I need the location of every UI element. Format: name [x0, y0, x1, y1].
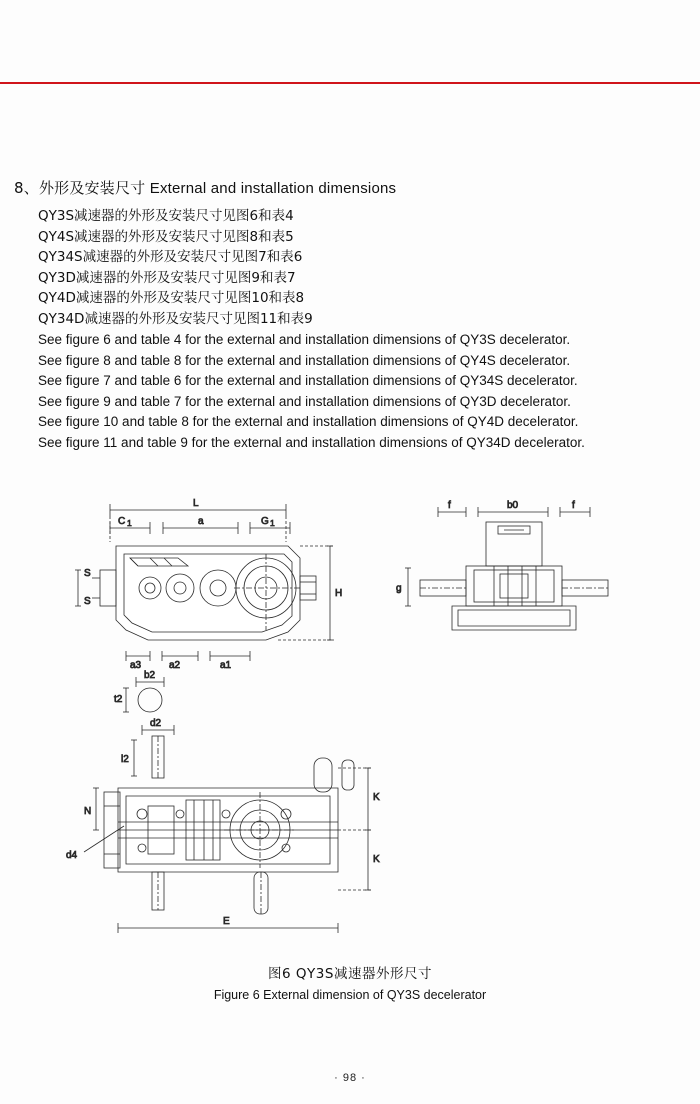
dimension-label-N: N: [84, 806, 92, 817]
dimension-label-d4: d4: [66, 850, 78, 861]
list-item: See figure 9 and table 7 for the external and installation dimensions of QY3D decelerator.: [38, 393, 571, 409]
dimension-label-K-lower: K: [373, 854, 380, 865]
technical-drawing-figure: [38, 470, 678, 960]
dimension-label-a3: a3: [130, 660, 142, 671]
figure-caption-cn: 图6 QY3S减速器外形尺寸: [268, 966, 432, 982]
dimension-label-l2: l2: [121, 754, 129, 765]
dimension-label-g: g: [396, 583, 402, 594]
dimension-label-f-right: f: [572, 500, 575, 511]
list-item: QY3D减速器的外形及安装尺寸见图9和表7: [38, 269, 296, 286]
dimension-label-a2: a2: [169, 660, 181, 671]
list-item: See figure 6 and table 4 for the external and installation dimensions of QY3S decelerator.: [38, 332, 571, 347]
chinese-paragraph-list: [38, 206, 678, 329]
top-red-rule: [0, 82, 700, 84]
figure-caption: [0, 962, 700, 1002]
dimension-label-d2: d2: [150, 718, 162, 729]
dimension-label-L: L: [193, 498, 199, 509]
list-item: See figure 7 and table 6 for the external and installation dimensions of QY34S decelerator.: [38, 373, 578, 389]
list-item: QY4D减速器的外形及安装尺寸见图10和表8: [38, 290, 305, 306]
dimension-label-S-upper: S: [84, 568, 91, 579]
dimension-label-f-left: f: [448, 500, 451, 511]
dimension-label-E: E: [223, 916, 230, 927]
dimension-label-K-upper: K: [373, 792, 380, 803]
list-item: QY4S减速器的外形及安装尺寸见图8和表5: [38, 228, 294, 245]
page-number: · 98 ·: [334, 1072, 366, 1084]
gearbox-drawing-svg: [38, 470, 678, 960]
dimension-label-t2: t2: [114, 694, 123, 705]
list-item: See figure 11 and table 9 for the external and installation dimensions of QY34D decelerator.: [38, 434, 585, 450]
dimension-label-S-lower: S: [84, 596, 91, 607]
figure-caption-en: Figure 6 External dimension of QY3S decelerator: [213, 988, 487, 1002]
list-item: See figure 8 and table 8 for the external and installation dimensions of QY4S decelerator.: [38, 352, 571, 368]
list-item: QY3S减速器的外形及安装尺寸见图6和表4: [38, 208, 294, 224]
heading-title-en: External and installation dimensions: [149, 180, 397, 197]
list-item: See figure 10 and table 8 for the external and installation dimensions of QY4D decelerator.: [38, 414, 579, 430]
dimension-label-C1: C: [118, 516, 126, 527]
dimension-label-H: H: [335, 588, 343, 599]
svg-text:1: 1: [127, 518, 132, 528]
list-item: QY34S减速器的外形及安装尺寸见图7和表6: [38, 249, 303, 265]
english-paragraph-list: [38, 330, 698, 454]
heading-number: 8、: [14, 179, 39, 197]
svg-text:1: 1: [270, 518, 275, 528]
dimension-label-G1: G: [261, 516, 269, 527]
dimension-label-a1: a1: [220, 660, 232, 671]
page-title: [14, 177, 396, 198]
list-item: QY34D减速器的外形及安装尺寸见图11和表9: [38, 310, 313, 327]
heading-title-cn: 外形及安装尺寸: [38, 179, 146, 197]
dimension-label-a: a: [198, 516, 204, 527]
dimension-label-b2: b2: [144, 670, 156, 681]
dimension-label-b0: b0: [507, 500, 519, 511]
